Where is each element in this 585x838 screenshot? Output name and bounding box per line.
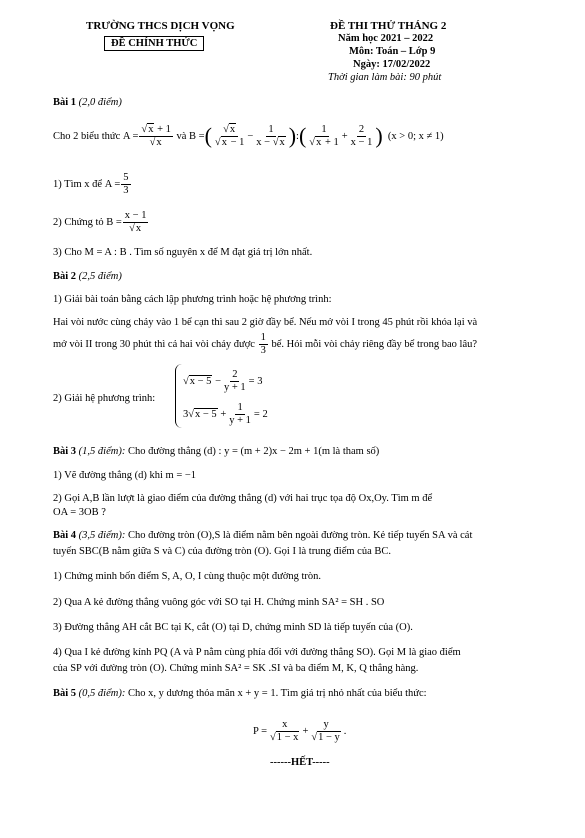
bai1-q1-fraction: $\frac{5}{3}$ (123, 172, 129, 196)
bai4-intro-b: tuyến SBC(B nằm giữa S và C) của đường tròn (O). Gọi I là trung điểm của BC. (53, 546, 392, 557)
exam-date: Ngày: 17/02/2022 (353, 59, 431, 70)
bai4-q3: 3) Đường thẳng AH cắt BC tại K, cắt (O) tại D, chứng minh SD là tiếp tuyến của (O). (53, 622, 413, 633)
bai1-points: (2,0 điểm) (78, 97, 122, 108)
school-year: Năm học 2021 – 2022 (338, 33, 434, 44)
bai4-heading (53, 530, 472, 541)
bai4-q4a: 4) Qua I kẻ đường kính PQ (A và P nằm cùng phía đối với đường thẳng SO). Gọi M là giao điểm (53, 647, 461, 658)
bai1-q2-fraction: $\frac{x - 1}{√x}$ (124, 210, 147, 234)
bai5-intro: Cho x, y dương thỏa mãn x + y = 1. Tìm giá trị nhỏ nhất của biểu thức: (127, 688, 427, 699)
expr-b-term4: $\frac{2}{x - 1}$ (350, 124, 373, 148)
bai1-q1-text: 1) Tìm x để (53, 178, 103, 190)
bai5-points: (0,5 điểm): (78, 688, 126, 699)
bai1-heading (53, 97, 122, 108)
bai2-p1: 1) Giải bài toán bằng cách lập phương trình hoặc hệ phương trình: (53, 294, 332, 305)
bai4-title: Bài 4 (53, 530, 77, 541)
bai1-q2: 2) Chứng tỏ B = $\frac{x - 1}{√x}$ (53, 210, 147, 234)
bai3-title: Bài 3 (53, 446, 77, 457)
bai4-points: (3,5 điểm): (78, 530, 126, 541)
bai1-q1: 1) Tìm x để A = $\frac{5}{3}$ (53, 172, 129, 196)
expr-a-fraction: $\frac{√x + 1}{√x}$ (141, 124, 171, 148)
end-marker: ------HẾT----- (270, 757, 330, 768)
bai5-expression: P = $\frac{x}{√1 - x}$ + $\frac{y}{√1 - y}$ . (253, 719, 347, 743)
duration: Thời gian làm bài: 90 phút (328, 72, 442, 83)
bai1-expressions: Cho 2 biểu thức A = $\frac{√x + 1}{√x}$ và B = ( $\frac{√x}{√x - 1}$ − $\frac{1}{x - √x}$ ) : ( $\frac{1}{√x + 1}$ + $\frac{2}{x - 1}$ ) (x > 0; x ≠ 1) (53, 123, 444, 148)
system-eq2: 3√x − 5 + $\frac{1}{y + 1}$ = 2 (183, 402, 268, 426)
bai2-p3a: mở vòi II trong 30 phút thì cả hai vòi chảy được (53, 338, 255, 350)
bai1-q2-text: 2) Chứng tỏ (53, 216, 104, 228)
bai3-points: (1,5 điểm): (78, 446, 126, 457)
bai2-heading (53, 271, 122, 282)
expr-b-term1: $\frac{√x}{√x - 1}$ (214, 124, 245, 148)
bai3-heading (53, 446, 379, 457)
bai2-p2: Hai vòi nước cùng chảy vào 1 bể cạn thì sau 2 giờ đầy bể. Nếu mở vòi I trong 45 phút rồi khóa lại và (53, 317, 478, 328)
expr-b: B = (189, 130, 205, 142)
expr-a: A = (122, 130, 139, 142)
bai4-q1: 1) Chứng minh bốn điểm S, A, O, I cùng thuộc một đường tròn. (53, 571, 322, 582)
bai5-heading (53, 688, 427, 699)
expr-b-term3: $\frac{1}{√x + 1}$ (309, 124, 339, 148)
system-eq1: √x − 5 − $\frac{2}{y + 1}$ = 3 (183, 369, 263, 393)
bai3-q2a: 2) Gọi A,B lần lượt là giao điểm của đường thẳng (d) với hai trục tọa độ Ox,Oy. Tìm m để (53, 493, 433, 504)
bai1-and: và (176, 130, 187, 142)
bai1-title: Bài 1 (53, 97, 77, 108)
school-name: TRƯỜNG THCS DỊCH VỌNG (86, 20, 235, 32)
bai3-q2b: OA = 3OB ? (53, 507, 106, 518)
bai5-title: Bài 5 (53, 688, 77, 699)
exam-title: ĐỀ THI THỬ THÁNG 2 (330, 20, 447, 32)
bai3-q1: 1) Vẽ đường thẳng (d) khi m = −1 (53, 470, 197, 481)
bai1-q3: 3) Cho M = A : B . Tìm số nguyên x để M đạt giá trị lớn nhất. (53, 247, 313, 258)
bai4-q2: 2) Qua A kẻ đường thẳng vuông góc với SO tại H. Chứng minh SA² = SH . SO (53, 597, 385, 608)
bai4-q4b: của SP với đường tròn (O). Chứng minh SA² = SK .SI và ba điểm M, K, Q thẳng hàng. (53, 663, 419, 674)
bai2-points: (2,5 điểm) (78, 271, 122, 282)
bai4-intro-a: Cho đường tròn (O),S là điểm nằm bên ngoài đường tròn. Kẻ tiếp tuyến SA và cát (127, 530, 473, 541)
bai2-fraction: $\frac{1}{3}$ (260, 332, 266, 356)
expr-b-term2: $\frac{1}{x - √x}$ (256, 124, 285, 148)
bai1-intro: Cho 2 biểu thức (53, 130, 121, 142)
bai2-p3b: bể. Hỏi mỗi vòi chảy riêng đầy bể trong bao lâu? (271, 338, 478, 350)
bai2-p4: 2) Giải hệ phương trình: (53, 393, 156, 404)
bai1-condition: (x > 0; x ≠ 1) (387, 130, 444, 142)
bai2-p3 (53, 331, 477, 357)
official-label: ĐỀ CHÍNH THỨC (104, 36, 204, 51)
official-badge (104, 38, 204, 49)
bai3-intro: Cho đường thẳng (d) : y = (m + 2)x − 2m + 1(m là tham số) (127, 446, 380, 457)
subject: Môn: Toán – Lớp 9 (349, 46, 436, 57)
bai2-title: Bài 2 (53, 271, 77, 282)
